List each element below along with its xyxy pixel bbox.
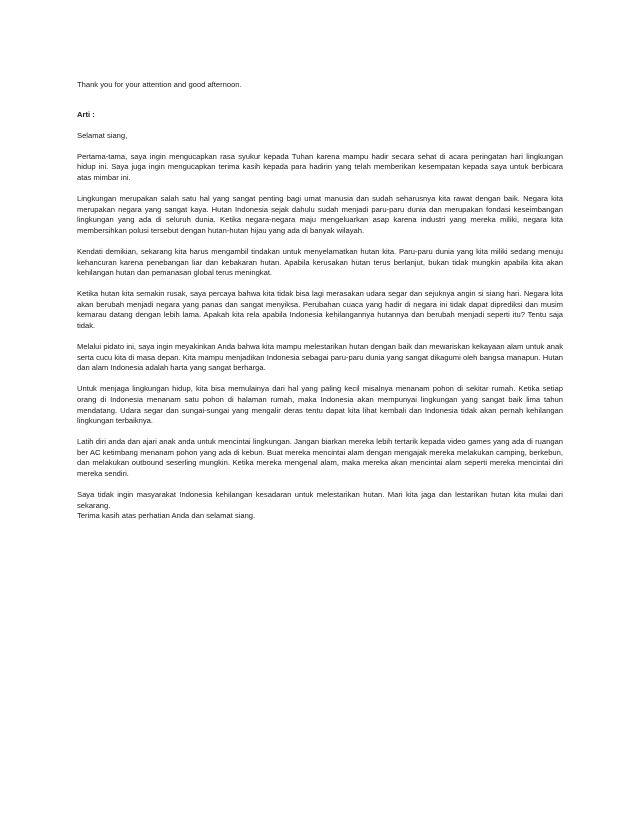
section-heading: Arti : [77,109,95,119]
paragraph-3: Kendati demikian, sekarang kita harus mengambil tindakan untuk menyelamatkan hutan kita. Paru-paru dunia yang kita miliki sedang menuju kehancuran karena penebangan liar dan kebakaran hutan. Apabila kerusakan hutan terus berlanjut, bukan tidak mungkin apabila kita akan kehilangan hutan dan pemanasan global terus meningkat. [77,246,563,278]
paragraph-2: Lingkungan merupakan salah satu hal yang sangat penting bagi umat manusia dan sudah seharusnya kita rawat dengan baik. Negara kita merupakan negara yang sangat kaya. Hutan Indonesia sejak dahulu sudah menjadi paru-paru dunia dan merupakan fondasi keseimbangan lingkungan yang ada di seluruh dunia. Ketika negara-negara maju mengeluarkan asap karena industri yang mereka miliki, negara kita membersihkan polusi tersebut dengan hutan-hutan hijau yang ada di banyak wilayah. [77,194,563,235]
paragraph-8: Saya tidak ingin masyarakat Indonesia kehilangan kesadaran untuk melestarikan hutan. Mari kita jaga dan lestarikan hutan kita mulai dari sekarang. [77,490,563,510]
document-page [77,80,563,522]
paragraph-5: Melalui pidato ini, saya ingin meyakinkan Anda bahwa kita mampu melestarikan hutan dengan baik dan mewariskan kekayaan alam untuk anak serta cucu kita di masa depan. Kita mampu menjadikan Indonesia sebagai paru-paru dunia yang sangat dikagumi oleh bangsa manapun. Hutan dan alam Indonesia adalah harta yang sangat berharga. [77,342,563,373]
paragraph-1: Pertama-tama, saya ingin mengucapkan rasa syukur kepada Tuhan karena mampu hadir secara sehat di acara peringatan hari lingkungan hidup ini. Saya juga ingin mengucapkan terima kasih kepada para hadirin yang telah memberikan kesempatan kepada saya untuk berbicara atas mimbar ini. [77,151,563,182]
intro-line: Thank you for your attention and good afternoon. [77,80,242,89]
closing-line: Terima kasih atas perhatian Anda dan selamat siang. [77,511,256,521]
paragraph-4: Ketika hutan kita semakin rusak, saya percaya bahwa kita tidak bisa lagi merasakan udara segar dan sejuknya angin si siang hari. Negara kita akan berubah menjadi negara yang panas dan sangat menyiksa. Perubahan cuaca yang hadir di negara ini tidak dapat diprediksi dan musim kemarau datang dengan lebih lama. Apakah kita rela apabila Indonesia kehilangannya hutannya dan berubah menjadi seperti itu? Tentu saja tidak. [77,289,563,330]
paragraph-6: Untuk menjaga lingkungan hidup, kita bisa memulainya dari hal yang paling kecil misalnya menanam pohon di sekitar rumah. Ketika setiap orang di Indonesia menanam satu pohon di halaman rumah, maka Indonesia akan mempunyai lingkungan yang sangat baik lima tahun mendatang. Udara segar dan sungai-sungai yang mengalir deras tentu dapat kita lihat kembali dan Indonesia tidak akan pernah kehilangan lingkungan terbaiknya. [77,384,563,426]
paragraph-7: Latih diri anda dan ajari anak anda untuk mencintai lingkungan. Jangan biarkan mereka lebih tertarik kepada video games yang ada di ruangan ber AC ketimbang menanam pohon yang ada di kebun. Buat mereka mencintai alam dengan mengajak mereka melakukan camping, berkebun, dan melakukan outbound seserling mungkin. Ketika mereka mengenal alam, maka mereka akan mencintai alam seperti mereka mencintai diri mereka sendiri. [77,437,563,479]
greeting: Selamat siang, [77,130,128,140]
